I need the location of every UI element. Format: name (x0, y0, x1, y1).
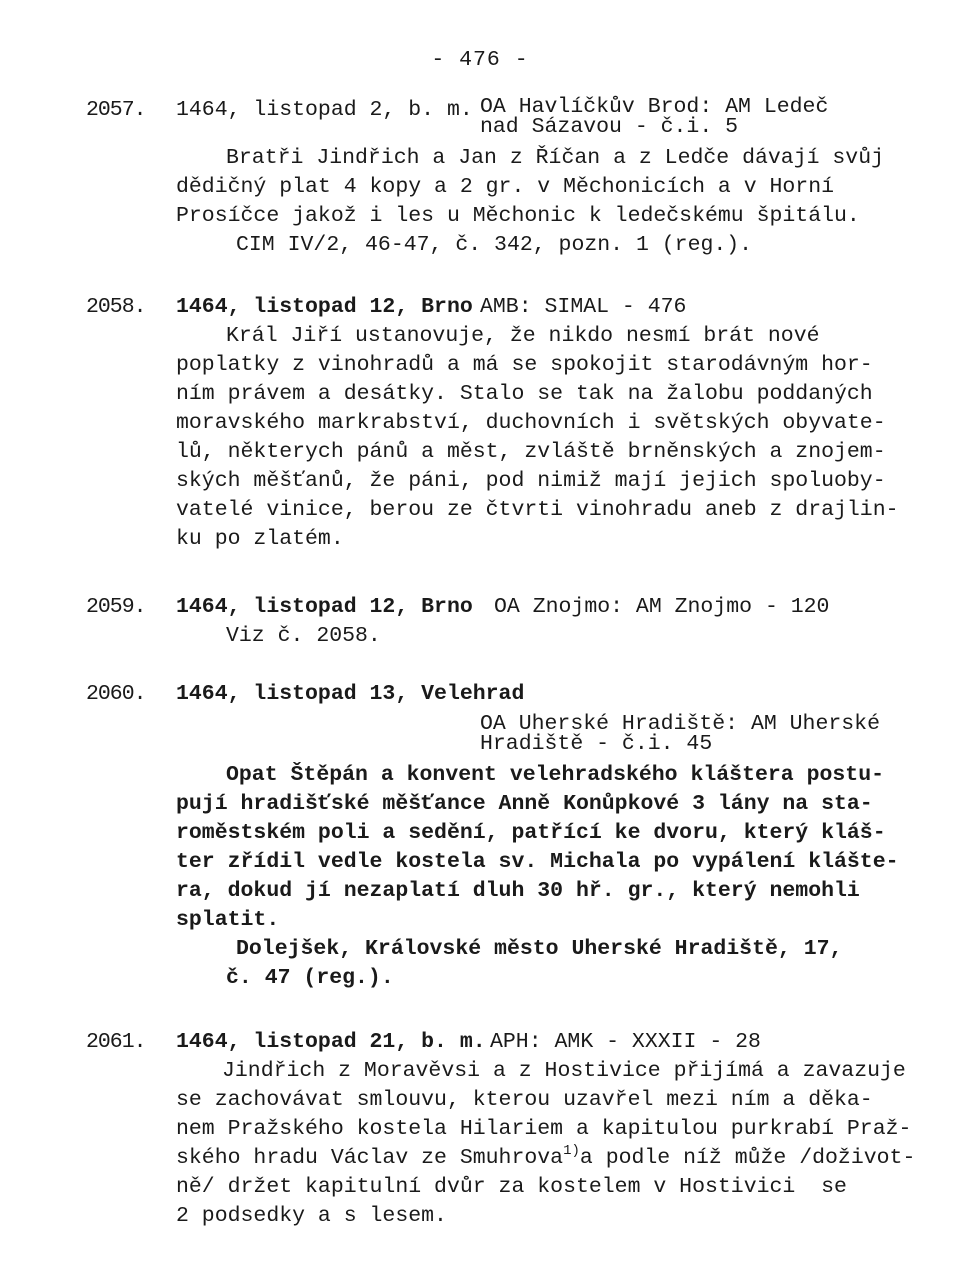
text-line: ku po zlatém. (176, 527, 344, 551)
entry-date: 1464, listopad 12, Brno (176, 295, 473, 319)
text-fragment: a podle níž může /doživot- (579, 1146, 916, 1170)
archive-line: AMB: SIMAL - 476 (480, 295, 687, 319)
text-line: pují hradišťské měšťance Anně Konůpkové 3 lány na sta- (176, 792, 873, 816)
source-line: Dolejšek, Královské město Uherské Hradiště, 17, (236, 937, 843, 961)
text-line: lů, některych pánů a měst, zvláště brněnských a znojem- (176, 440, 886, 464)
entry-number: 2059. (86, 595, 146, 619)
text-line: ter zřídil vedle kostela sv. Michala po vypálení klášte- (176, 850, 899, 874)
text-line: Viz č. 2058. (226, 624, 381, 648)
entry-number: 2060. (86, 682, 146, 706)
archive-line: OA Uherské Hradiště: AM Uherské (480, 712, 880, 736)
text-line: moravského markrabství, duchovních i světských obyvate- (176, 411, 886, 435)
text-line: nem Pražského kostela Hilariem a kapitulou purkrabí Praž- (176, 1117, 912, 1141)
entry-date: 1464, listopad 13, Velehrad (176, 682, 525, 706)
text-line: se zachovávat smlouvu, kterou uzavřel mezi ním a děka- (176, 1088, 873, 1112)
archive-line: nad Sázavou - č.i. 5 (480, 115, 739, 139)
archive-line: OA Havlíčkův Brod: AM Ledeč (480, 95, 829, 119)
archive-line: Hradiště - č.i. 45 (480, 732, 713, 756)
text-line: Král Jiří ustanovuje, že nikdo nesmí brát nové (226, 324, 820, 348)
text-line: dědičný plat 4 kopy a 2 gr. v Měchonicích a v Horní (176, 175, 835, 199)
entry-number: 2058. (86, 295, 146, 319)
text-line (176, 1144, 915, 1173)
text-line: 2 podsedky a s lesem. (176, 1204, 447, 1228)
text-line: ním právem a desátky. Stalo se tak na žalobu poddaných (176, 382, 873, 406)
text-line: Bratři Jindřich a Jan z Říčan a z Ledče dávají svůj (226, 146, 885, 170)
source-line: CIM IV/2, 46-47, č. 342, pozn. 1 (reg.). (236, 233, 753, 257)
source-line: č. 47 (reg.). (226, 966, 394, 990)
entry-date: 1464, listopad 2, b. m. (176, 98, 473, 122)
text-line: splatit. (176, 908, 280, 932)
entry-number: 2061. (86, 1030, 146, 1054)
entry-date: 1464, listopad 12, Brno (176, 595, 473, 619)
text-line: ra, dokud jí nezaplatí dluh 30 hř. gr., který nemohli (176, 879, 860, 903)
text-line: poplatky z vinohradů a má se spokojit starodávným hor- (176, 353, 873, 377)
entry-number: 2057. (86, 98, 146, 122)
text-line: ských měšťanů, že páni, pod nimiž mají jejich spoluoby- (176, 469, 886, 493)
text-line: ně/ držet kapitulní dvůr za kostelem v Hostivici se (176, 1175, 847, 1199)
text-line: vatelé vinice, berou ze čtvrti vinohradu aneb z drajlin- (176, 498, 899, 522)
text-line: Opat Štěpán a konvent velehradského kláštera postu- (226, 763, 885, 787)
text-fragment: ského hradu Václav ze Smuhrova (176, 1146, 564, 1170)
text-line: Jindřich z Moravěvsi a z Hostivice přijímá a zavazuje (222, 1059, 906, 1083)
archive-line: APH: AMK - XXXII - 28 (490, 1030, 761, 1054)
text-line: roměstském poli a sedění, patřící ke dvoru, který kláš- (176, 821, 886, 845)
entry-date: 1464, listopad 21, b. m. (176, 1030, 486, 1054)
archive-line: OA Znojmo: AM Znojmo - 120 (494, 595, 830, 619)
page-number: - 476 - (431, 48, 529, 72)
footnote-mark: 1) (563, 1143, 580, 1159)
text-line: Prosíčce jakož i les u Měchonic k ledečskému špitálu. (176, 204, 860, 228)
